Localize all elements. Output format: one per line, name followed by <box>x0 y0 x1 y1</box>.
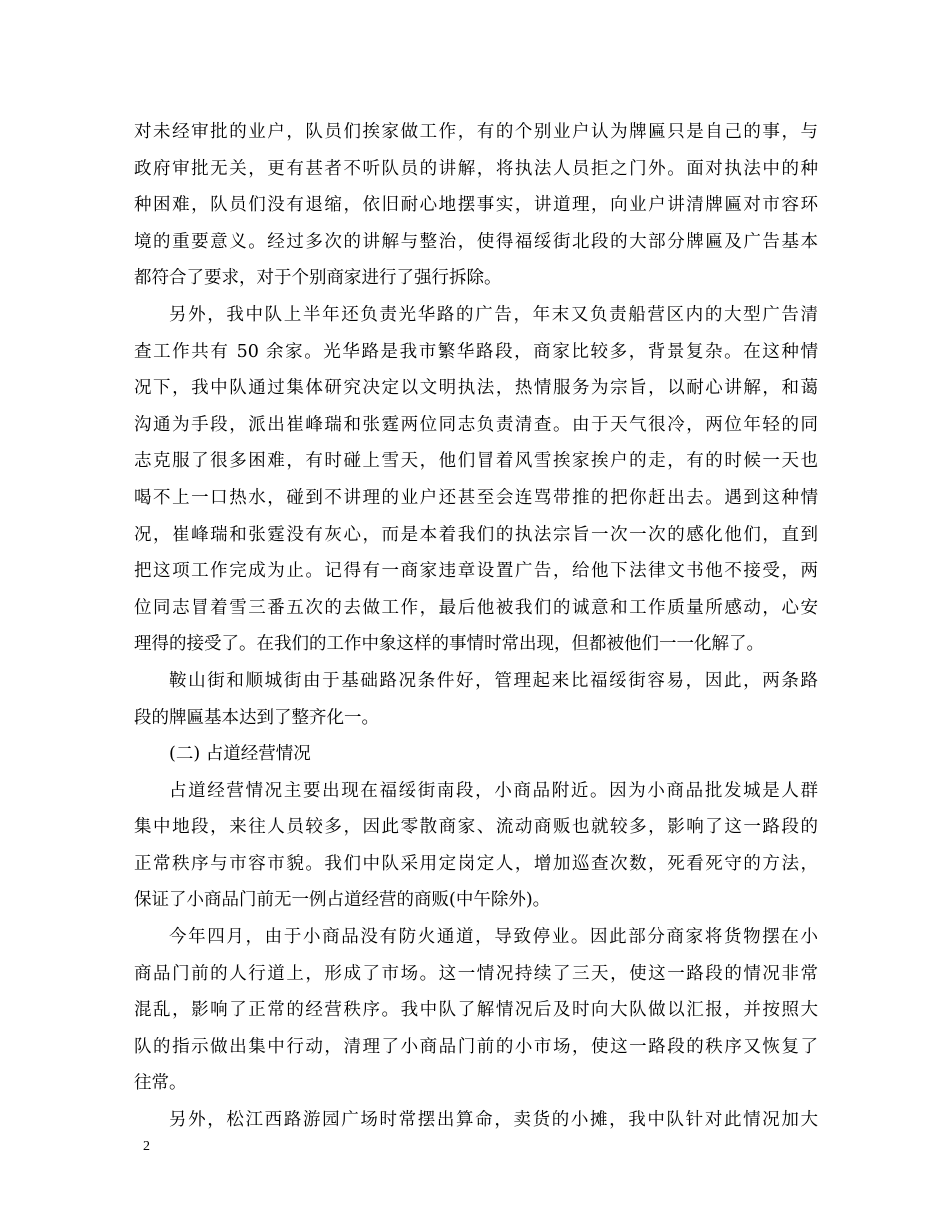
text-line: 政府审批无关，更有甚者不听队员的讲解，将执法人员拒之门外。面对执法中的种 <box>134 158 818 179</box>
text-line: 往常。 <box>134 1073 187 1094</box>
page-number: 2 <box>143 1139 150 1154</box>
text-line: 位同志冒着雪三番五次的去做工作，最后他被我们的诚意和工作质量所感动，心安 <box>134 597 818 618</box>
text-line: 另外，松江西路游园广场时常摆出算命，卖货的小摊，我中队针对此情况加大 <box>169 1110 818 1131</box>
text-line: 志克服了很多困难，有时碰上雪天，他们冒着风雪挨家挨户的走，有的时候一天也 <box>134 451 818 472</box>
text-line: 正常秩序与市容市貌。我们中队采用定岗定人，增加巡查次数，死看死守的方法， <box>134 853 818 874</box>
text-line: 鞍山街和顺城街由于基础路况条件好，管理起来比福绥街容易，因此，两条路 <box>169 670 818 691</box>
text-line: 队的指示做出集中行动，清理了小商品门前的小市场，使这一路段的秩序又恢复了 <box>134 1036 818 1057</box>
text-line: (二) 占道经营情况 <box>169 744 311 765</box>
text-line: 占道经营情况主要出现在福绥街南段，小商品附近。因为小商品批发城是人群 <box>169 780 818 801</box>
text-line: 理得的接受了。在我们的工作中象这样的事情时常出现，但都被他们一一化解了。 <box>134 634 764 655</box>
text-line: 沟通为手段，派出崔峰瑞和张霆两位同志负责清查。由于天气很冷，两位年轻的同 <box>134 414 818 435</box>
text-line: 今年四月，由于小商品没有防火通道，导致停业。因此部分商家将货物摆在小 <box>169 927 818 948</box>
text-line: 况下，我中队通过集体研究决定以文明执法，热情服务为宗旨，以耐心讲解，和蔼 <box>134 378 818 399</box>
text-line: 况，崔峰瑞和张霆没有灰心，而是本着我们的执法宗旨一次一次的感化他们，直到 <box>134 524 818 545</box>
text-line: 境的重要意义。经过多次的讲解与整治，使得福绥街北段的大部分牌匾及广告基本 <box>134 231 818 252</box>
text-line: 集中地段，来往人员较多，因此零散商家、流动商贩也就较多，影响了这一路段的 <box>134 817 818 838</box>
text-line: 把这项工作完成为止。记得有一商家违章设置广告，给他下法律文书他不接受，两 <box>134 561 818 582</box>
text-line: 对未经审批的业户，队员们挨家做工作，有的个别业户认为牌匾只是自己的事，与 <box>134 122 818 142</box>
text-line: 查工作共有 50 余家。光华路是我市繁华路段，商家比较多，背景复杂。在这种情 <box>134 341 818 362</box>
text-line: 另外，我中队上半年还负责光华路的广告，年末又负责船营区内的大型广告清 <box>169 304 818 325</box>
text-line: 段的牌匾基本达到了整齐化一。 <box>134 707 379 728</box>
text-line: 种困难，队员们没有退缩，依旧耐心地摆事实，讲道理，向业户讲清牌匾对市容环 <box>134 195 818 216</box>
body-text <box>134 114 818 1139</box>
text-line: 保证了小商品门前无一例占道经营的商贩(中午除外)。 <box>134 890 551 911</box>
text-line: 都符合了要求，对于个别商家进行了强行拆除。 <box>134 268 502 289</box>
text-line: 混乱，影响了正常的经营秩序。我中队了解情况后及时向大队做以汇报，并按照大 <box>134 1000 818 1021</box>
text-line: 喝不上一口热水，碰到不讲理的业户还甚至会连骂带推的把你赶出去。遇到这种情 <box>134 487 818 508</box>
text-line: 商品门前的人行道上，形成了市场。这一情况持续了三天，使这一路段的情况非常 <box>134 963 818 984</box>
